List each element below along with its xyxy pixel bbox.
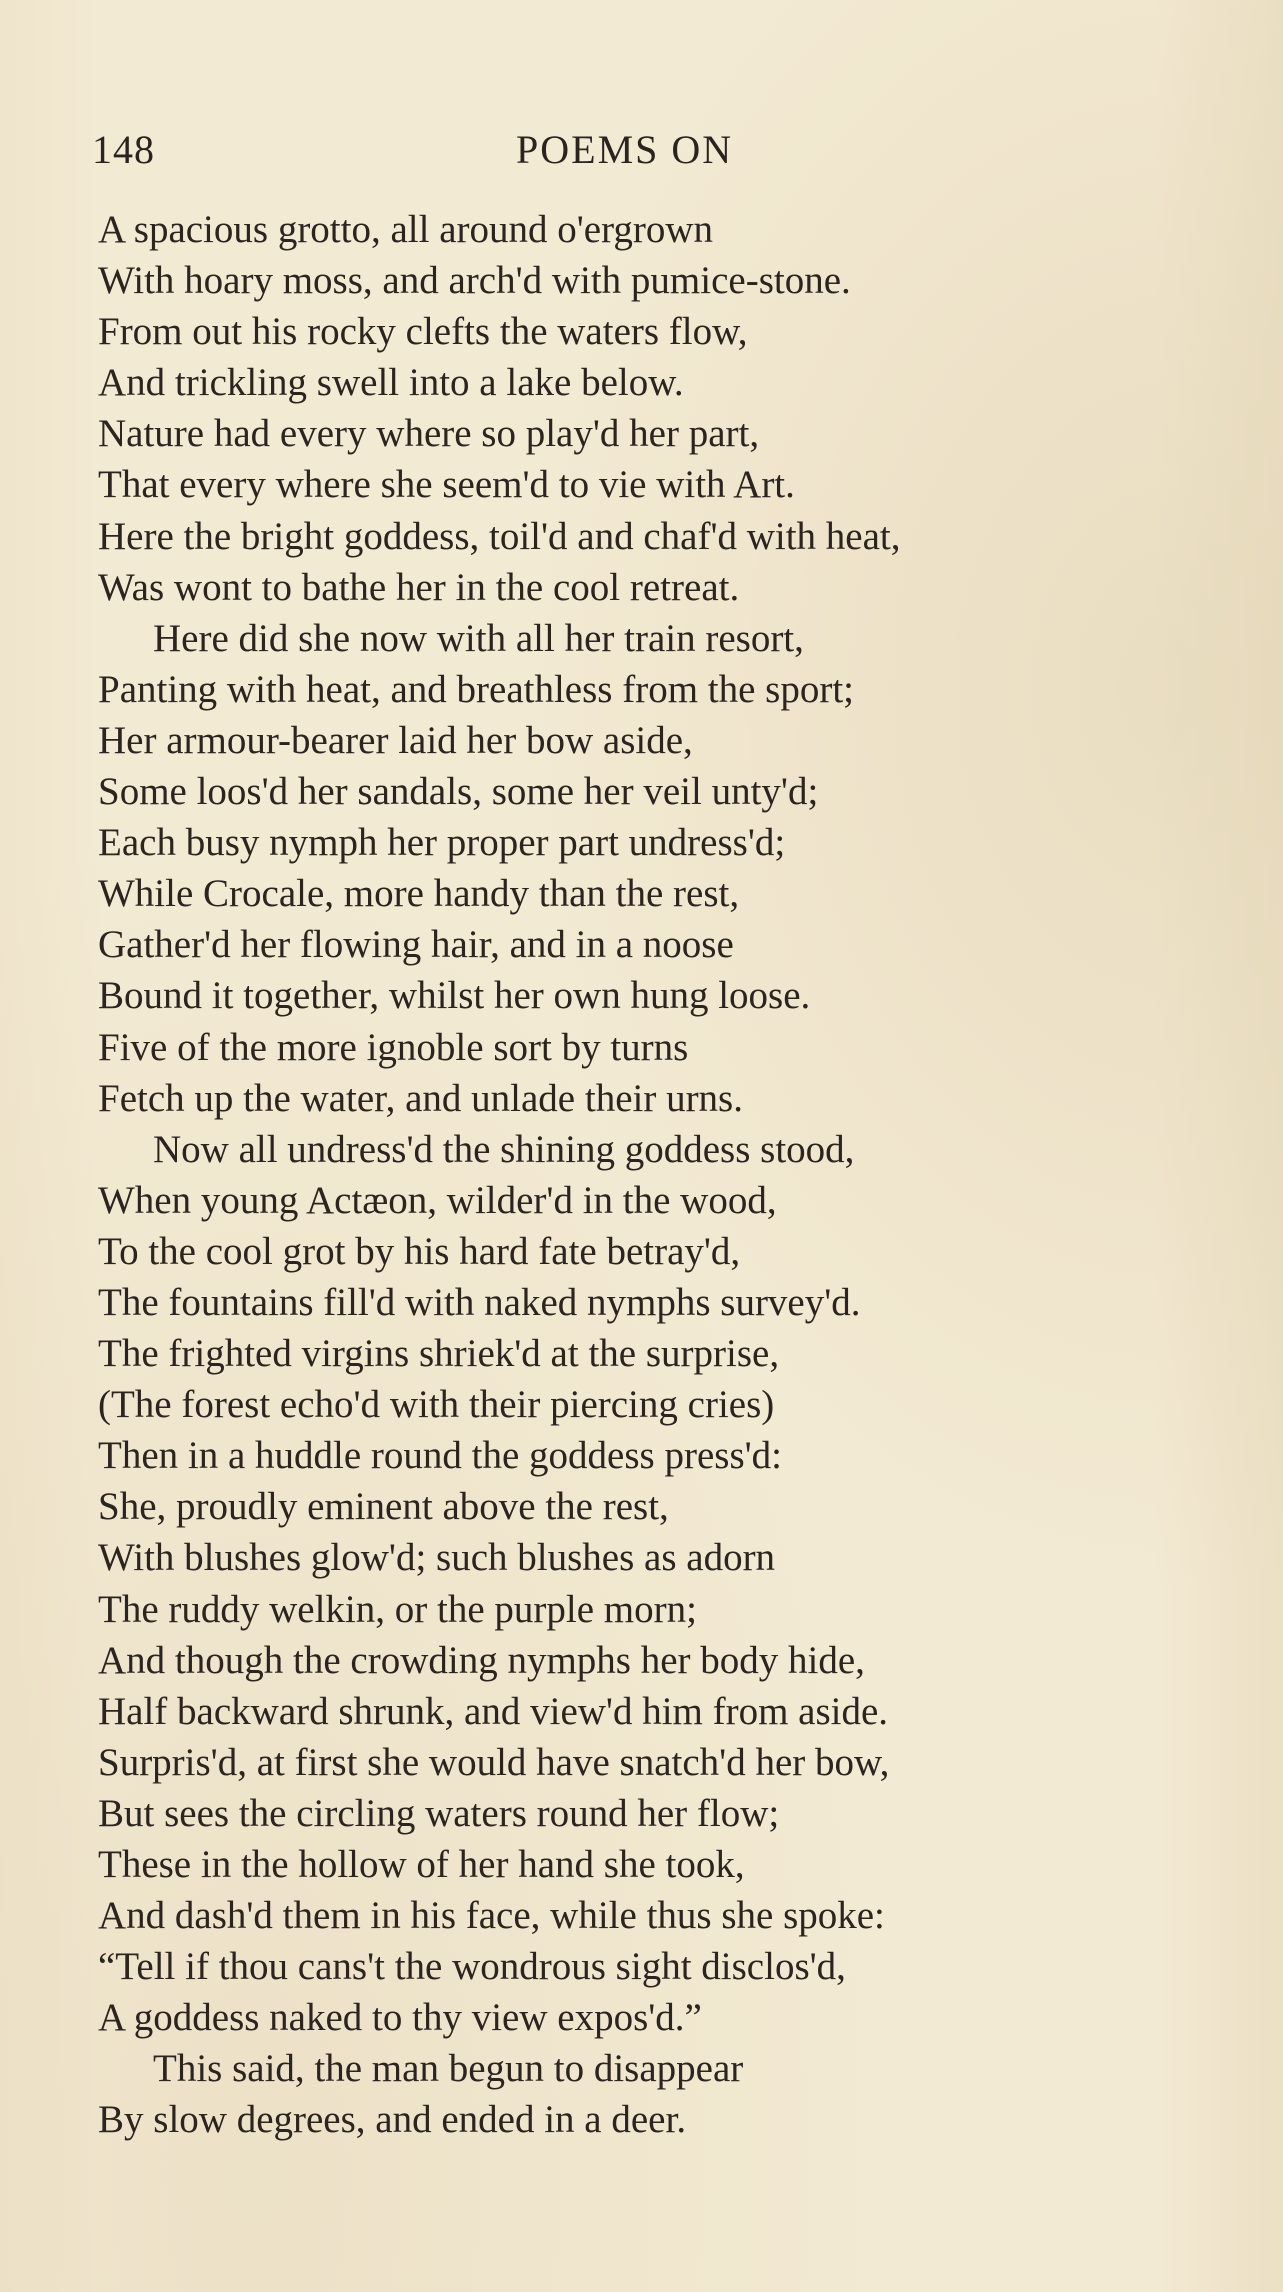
poem-line: Some loos'd her sandals, some her veil unty'd; <box>98 770 819 814</box>
poem-line: The fountains fill'd with naked nymphs survey'd. <box>98 1280 861 1324</box>
poem-line: The ruddy welkin, or the purple morn; <box>98 1587 697 1631</box>
poem-line: Was wont to bathe her in the cool retreat. <box>98 565 740 609</box>
poem-line: Fetch up the water, and unlade their urns. <box>98 1076 743 1120</box>
poem-line: While Crocale, more handy than the rest, <box>98 872 740 916</box>
poem-line: Her armour-bearer laid her bow aside, <box>98 718 693 762</box>
poem-line: A goddess naked to thy view expos'd.” <box>98 1996 702 2040</box>
poem-line: That every where she seem'd to vie with Art. <box>98 463 795 507</box>
poem-line: The frighted virgins shriek'd at the surprise, <box>98 1332 780 1376</box>
poem-line: Panting with heat, and breathless from the sport; <box>98 667 855 711</box>
poem-line: “Tell if thou cans't the wondrous sight disclos'd, <box>98 1945 846 1989</box>
poem-line: This said, the man begun to disappear <box>153 2047 744 2091</box>
poem-line: And though the crowding nymphs her body hide, <box>98 1638 865 1682</box>
poem-line: To the cool grot by his hard fate betray'd, <box>98 1229 741 1273</box>
poem-line: She, proudly eminent above the rest, <box>98 1485 669 1529</box>
poem-line: A spacious grotto, all around o'ergrown <box>98 208 714 251</box>
poem-line: And dash'd them in his face, while thus she spoke: <box>98 1894 885 1938</box>
poem-line: But sees the circling waters round her flow; <box>98 1791 780 1835</box>
poem-line: Half backward shrunk, and view'd him from aside. <box>98 1689 889 1733</box>
poem-line: Gather'd her flowing hair, and in a noose <box>98 923 734 967</box>
poem-line: Five of the more ignoble sort by turns <box>98 1025 689 1069</box>
page-number: 148 <box>92 127 155 172</box>
poem-body <box>98 204 1198 2146</box>
poem-line: Bound it together, whilst her own hung loose. <box>98 974 811 1018</box>
poem-line: With hoary moss, and arch'd with pumice-stone. <box>98 259 851 303</box>
page-header <box>92 126 1192 182</box>
poem-line: Each busy nymph her proper part undress'd; <box>98 821 786 865</box>
poem-line: From out his rocky clefts the waters flow, <box>98 310 748 354</box>
poem-line: Surpris'd, at first she would have snatch'd her bow, <box>98 1740 890 1784</box>
poem-line: When young Actæon, wilder'd in the wood, <box>98 1178 777 1222</box>
poem-line: Now all undress'd the shining goddess stood, <box>153 1127 855 1171</box>
poem-line: These in the hollow of her hand she took, <box>98 1843 745 1886</box>
poem-line: Here the bright goddess, toil'd and chaf'd with heat, <box>98 514 901 558</box>
poem-line: (The forest echo'd with their piercing cries) <box>98 1383 775 1427</box>
poem-line: And trickling swell into a lake below. <box>98 361 684 405</box>
poem-line: Nature had every where so play'd her part, <box>98 412 760 456</box>
poem-line: Here did she now with all her train resort, <box>153 616 804 660</box>
poem-line: By slow degrees, and ended in a deer. <box>98 2098 687 2142</box>
running-head: POEMS ON <box>516 127 734 172</box>
poem-line: With blushes glow'd; such blushes as adorn <box>98 1536 776 1580</box>
poem-line: Then in a huddle round the goddess press'd: <box>98 1434 782 1478</box>
